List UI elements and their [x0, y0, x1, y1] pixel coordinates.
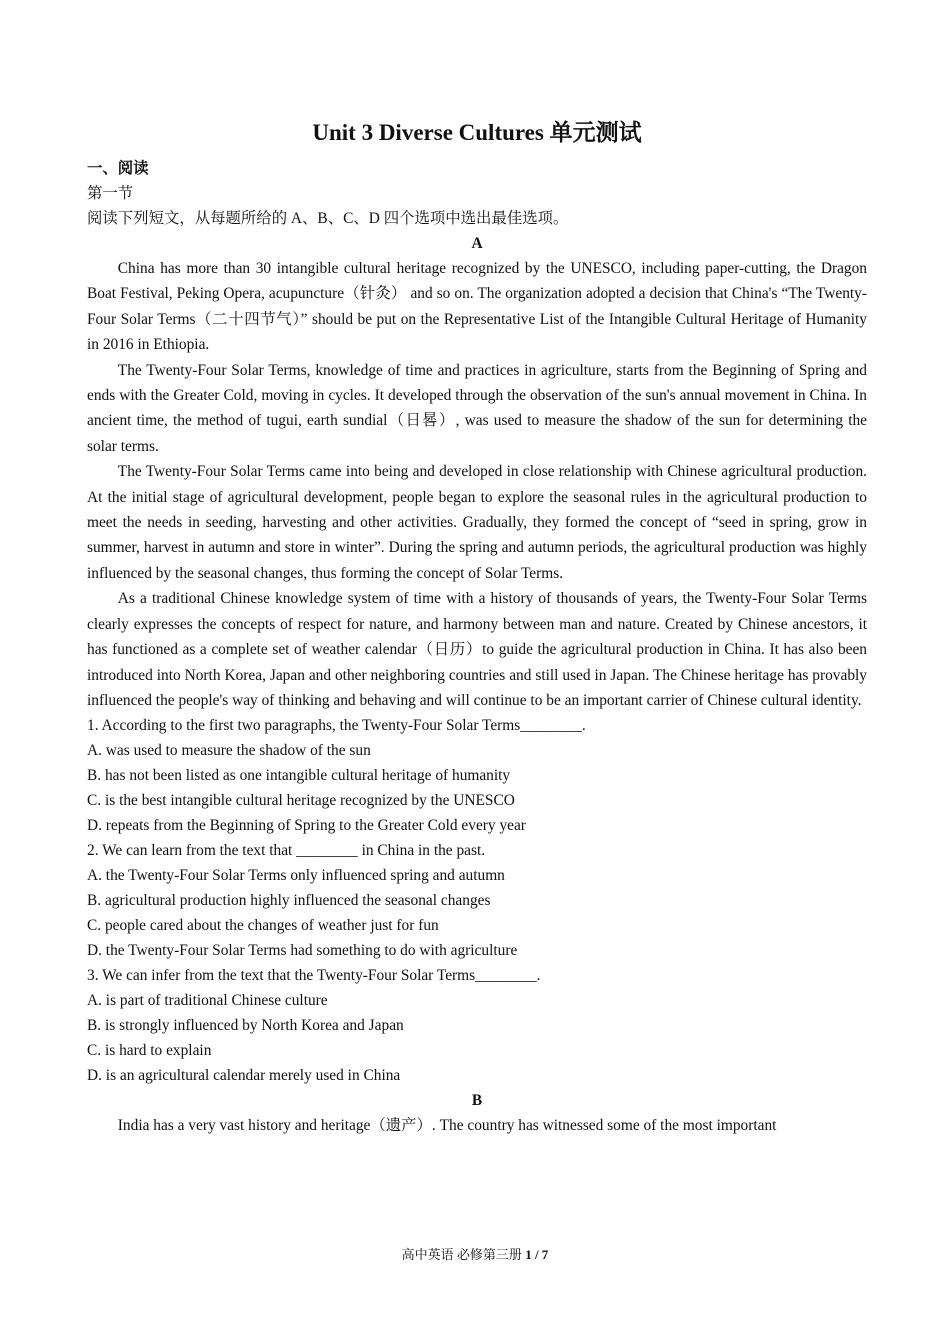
document-page: [87, 118, 867, 1139]
section-part: 第一节: [87, 185, 134, 202]
question-option: C. is the best intangible cultural heritage recognized by the UNESCO: [87, 792, 515, 810]
passage-a-paragraph: The Twenty-Four Solar Terms, knowledge of time and practices in agriculture, starts from the Beginning of Spring and ends with the Greater Cold, moving in cycles. It developed through the observation of the sun's annual movement in China. In ancient time, the method of tugui, earth sundial（日晷）, was used to measure the shadow of the sun for determining the solar terms.: [87, 361, 867, 455]
passage-b-paragraph: India has a very vast history and heritage（遗产）. The country has witnessed some of the most important: [117, 1117, 777, 1135]
question-1: [87, 713, 867, 838]
question-option: A. was used to measure the shadow of the sun: [87, 742, 371, 760]
question-option: C. people cared about the changes of weather just for fun: [87, 917, 439, 935]
passage-b-label: B: [471, 1092, 483, 1110]
question-3: [87, 963, 867, 1088]
question-option: D. is an agricultural calendar merely used in China: [87, 1067, 401, 1085]
question-option: A. is part of traditional Chinese culture: [87, 992, 328, 1010]
passage-a-paragraph: As a traditional Chinese knowledge system of time with a history of thousands of years, the Twenty-Four Solar Terms clearly expresses the concepts of respect for nature, and harmony between man and nature. Created by Chinese ancestors, it has functioned as a complete set of weather calendar（日历）to guide the agricultural production in China. It has also been introduced into North Korea, Japan and other neighboring countries and still used in Japan. The Chinese heritage has provably influenced the people's way of thinking and behaving and will continue to be an important carrier of Chinese cultural identity.: [87, 590, 867, 709]
question-option: B. has not been listed as one intangible cultural heritage of humanity: [87, 767, 511, 785]
question-option: C. is hard to explain: [87, 1042, 212, 1060]
question-option: A. the Twenty-Four Solar Terms only influenced spring and autumn: [87, 867, 505, 885]
page-title: Unit 3 Diverse Cultures 单元测试: [312, 120, 642, 145]
section-heading: 一、阅读: [87, 160, 149, 177]
question-option: D. repeats from the Beginning of Spring to the Greater Cold every year: [87, 817, 526, 835]
question-option: B. is strongly influenced by North Korea and Japan: [87, 1017, 404, 1035]
page-footer: [0, 1246, 950, 1264]
section-instruction: 阅读下列短文，从每题所给的 A、B、C、D 四个选项中选出最佳选项。: [87, 210, 569, 227]
passage-a-paragraph: China has more than 30 intangible cultural heritage recognized by the UNESCO, including paper-cutting, the Dragon Boat Festival, Peking Opera, acupuncture（针灸） and so on. The organization adopted a decision that China's “The Twenty-Four Solar Terms（二十四节气）” should be put on the Representative List of the Intangible Cultural Heritage of Humanity in 2016 in Ethiopia.: [87, 260, 867, 354]
question-stem: 3. We can infer from the text that the Twenty-Four Solar Terms________.: [87, 967, 541, 985]
question-2: [87, 838, 867, 963]
question-stem: 1. According to the first two paragraphs, the Twenty-Four Solar Terms________.: [87, 717, 586, 735]
page-number: 1 / 7: [525, 1247, 549, 1262]
passage-a-label: A: [471, 235, 483, 252]
passage-a-paragraph: The Twenty-Four Solar Terms came into being and developed in close relationship with Chinese agricultural production. At the initial stage of agricultural development, people began to explore the seasonal rules in the agricultural production to meet the needs in seeding, harvesting and other activities. Gradually, they formed the concept of “seed in spring, grow in summer, harvest in autumn and store in winter”. During the spring and autumn periods, the agricultural production was highly influenced by the seasonal changes, thus forming the concept of Solar Terms.: [87, 463, 867, 582]
question-option: D. the Twenty-Four Solar Terms had something to do with agriculture: [87, 942, 518, 960]
question-stem: 2. We can learn from the text that ________ in China in the past.: [87, 842, 486, 860]
question-option: B. agricultural production highly influenced the seasonal changes: [87, 892, 491, 910]
footer-text: 高中英语 必修第三册: [401, 1247, 522, 1262]
